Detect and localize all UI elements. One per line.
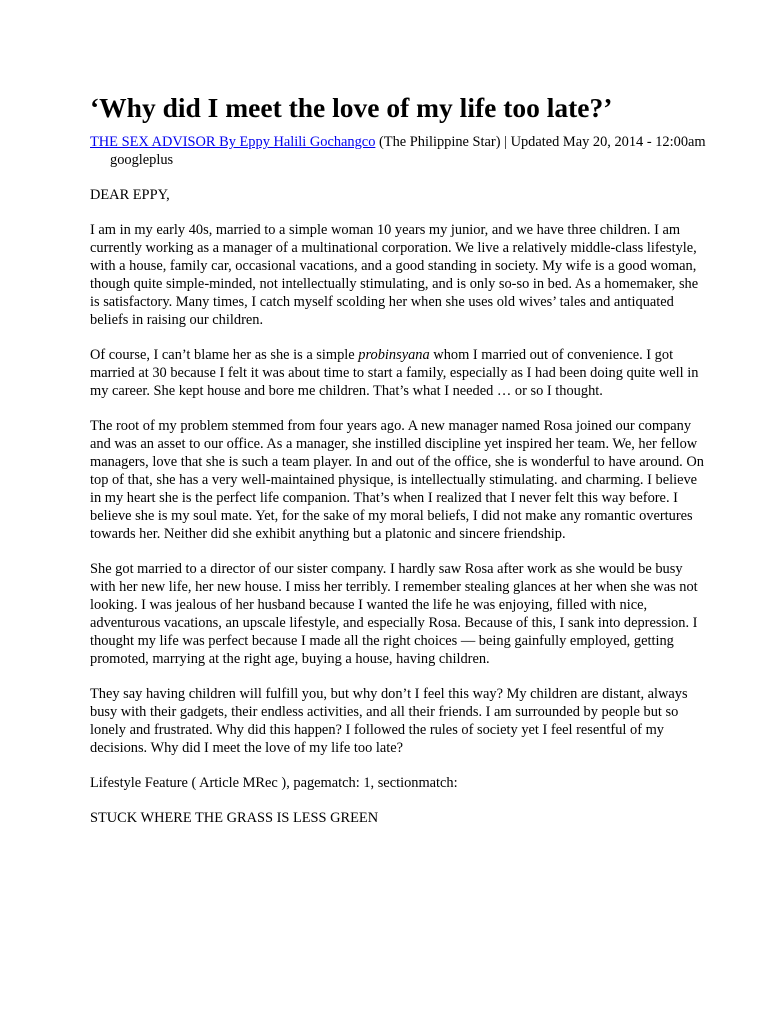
- paragraph-3: The root of my problem stemmed from four years ago. A new manager named Rosa joined our company and was an asset to our office. As a manager, she instilled discipline yet inspired her team. We, her fellow managers, love that she is such a team player. In and out of the office, she is wonderful to have around. On top of that, she has a very well-maintained physique, is intellectually stimulating. and charming. I believe in my heart she is the perfect life companion. That’s when I realized that I never felt this way before. I believe she is my soul mate. Yet, for the sake of my moral beliefs, I did not make any romantic overtures towards her. Neither did she exhibit anything but a platonic and sincere friendship.: [90, 418, 704, 542]
- paragraph-4: She got married to a director of our sister company. I hardly saw Rosa after work as she would be busy with her new life, her new house. I miss her terribly. I remember stealing glances at her when she was not looking. I was jealous of her husband because I wanted the life he was enjoying, filled with nice, adventurous vacations, an upscale lifestyle, and especially Rosa. Because of this, I sank into depression. I thought my life was perfect because I made all the right choices — being gainfully employed, getting promoted, marrying at the right age, buying a house, having children.: [90, 561, 698, 667]
- author-link[interactable]: THE SEX ADVISOR By Eppy Halili Gochangco: [90, 134, 376, 150]
- paragraph-2-text-b: whom I married out of convenience. I got married at 30 because I felt it was about time to start a family, especially as I had been doing quite well in my career. She kept house and bore me children. That’s what I needed … or so I thought.: [90, 347, 699, 399]
- paragraph-2-italic: probinsyana: [358, 347, 430, 363]
- salutation: DEAR EPPY,: [90, 187, 170, 203]
- reply-heading: STUCK WHERE THE GRASS IS LESS GREEN: [90, 810, 379, 826]
- article-title: ‘Why did I meet the love of my life too late?’: [90, 92, 613, 123]
- googleplus-share[interactable]: googleplus: [110, 152, 174, 168]
- byline-source: (The Philippine Star) | Updated May 20, 2014 - 12:00am: [375, 134, 706, 150]
- paragraph-2-text-a: Of course, I can’t blame her as she is a simple: [90, 347, 359, 363]
- paragraph-1: I am in my early 40s, married to a simple woman 10 years my junior, and we have three children. I am currently working as a manager of a multinational corporation. We live a relatively middle-class lifestyle, with a house, family car, occasional vacations, and a good standing in society. My wife is a good woman, though quite simple-minded, not intellectually stimulating, and is only so-so in bed. As a homemaker, she is satisfactory. Many times, I catch myself scolding her when she uses old wives’ tales and antiquated beliefs in raising our children.: [90, 222, 699, 328]
- paragraph-5: They say having children will fulfill you, but why don’t I feel this way? My children are distant, always busy with their gadgets, their endless activities, and all their friends. I am surrounded by people but so lonely and frustrated. Why did this happen? I followed the rules of society yet I feel resentful of my decisions. Why did I meet the love of my life too late?: [90, 686, 688, 756]
- paragraph-2: [90, 346, 708, 400]
- ad-placeholder-text: Lifestyle Feature ( Article MRec ), pagematch: 1, sectionmatch:: [90, 775, 458, 791]
- byline: [90, 133, 708, 151]
